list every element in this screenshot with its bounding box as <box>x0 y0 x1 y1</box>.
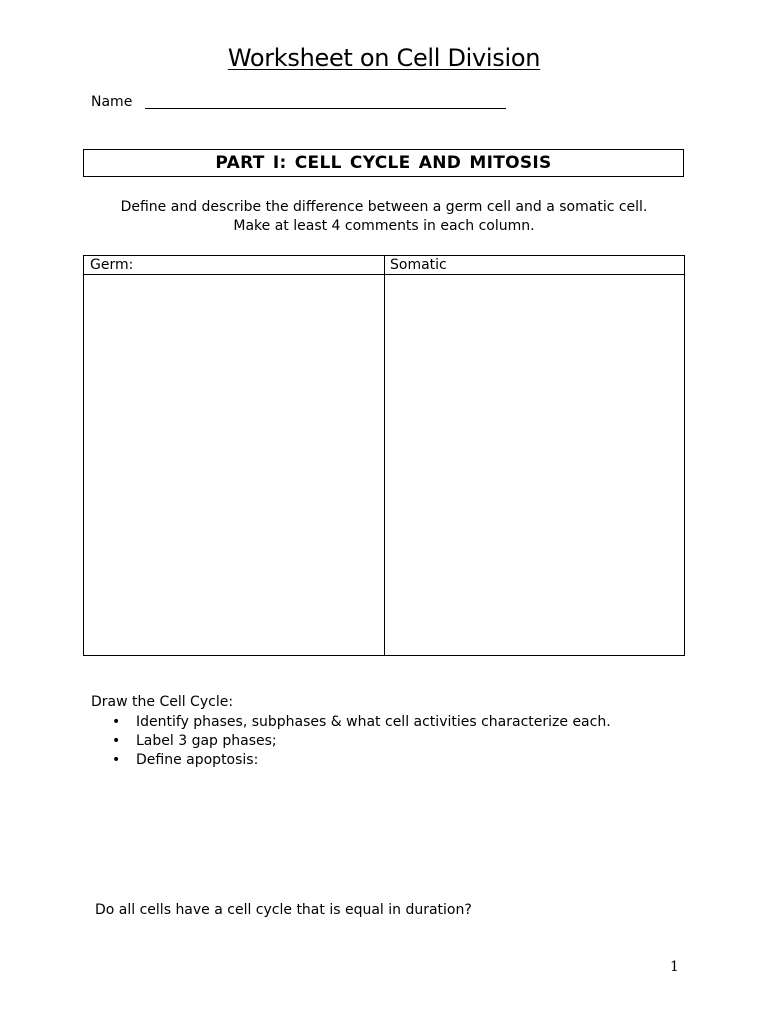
somatic-column-header: Somatic <box>390 257 447 273</box>
instructions <box>0 198 768 236</box>
list-item: • Label 3 gap phases; <box>112 732 611 751</box>
duration-question: Do all cells have a cell cycle that is equal in duration? <box>95 902 472 918</box>
name-blank-line[interactable] <box>145 108 506 109</box>
germ-answer-area[interactable] <box>84 275 384 655</box>
worksheet-title: Worksheet on Cell Division <box>227 44 541 72</box>
page-number: 1 <box>670 959 679 975</box>
germ-column-header: Germ: <box>90 257 134 273</box>
instruction-line: Define and describe the difference between a germ cell and a somatic cell. <box>120 199 648 215</box>
list-item: • Identify phases, subphases & what cell activities characterize each. <box>112 713 611 732</box>
instruction-line: Make at least 4 comments in each column. <box>233 218 535 234</box>
germ-somatic-table <box>83 255 685 656</box>
task-list <box>112 713 611 770</box>
list-item: • Define apoptosis: <box>112 751 611 770</box>
somatic-answer-area[interactable] <box>385 275 684 655</box>
name-label: Name <box>91 94 133 110</box>
part-heading: PART I: CELL CYCLE AND MITOSIS <box>83 149 684 177</box>
draw-cell-cycle-title: Draw the Cell Cycle: <box>91 694 234 710</box>
